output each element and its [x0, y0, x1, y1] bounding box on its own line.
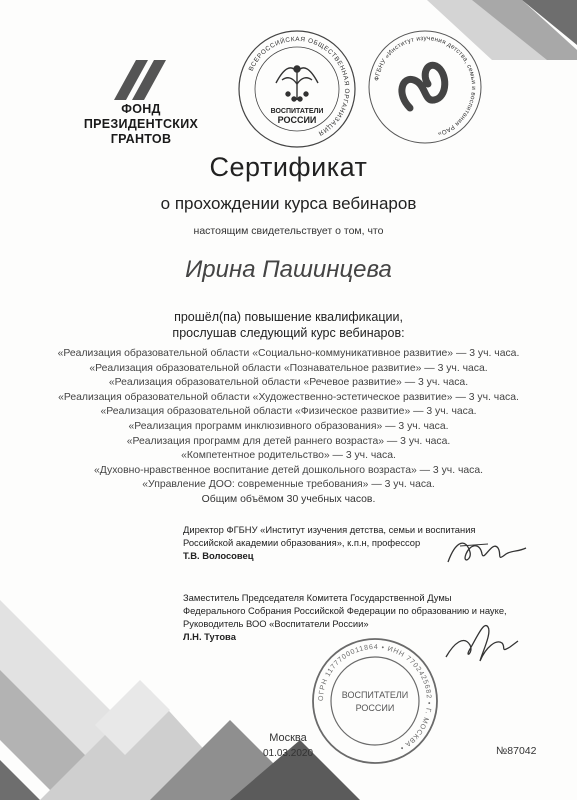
institute-seal [366, 28, 484, 146]
bird-emblem-icon [276, 66, 318, 101]
stamp-label-1: ВОСПИТАТЕЛИ [341, 690, 409, 700]
official-stamp [310, 636, 440, 766]
signature-deputy [440, 613, 520, 668]
fund-name-line-3: ГРАНТОВ [110, 132, 172, 146]
signatory-name: Л.Н. Тутова [183, 631, 236, 642]
signatory-title-line: Федерального Собрания Российской Федерации по образованию и науке, [183, 605, 507, 616]
course-item: «Духовно-нравственное воспитание детей дошкольного возраста» — 3 уч. часа. [93, 464, 484, 476]
signatory-title-line: Директор ФГБНУ «Институт изучения детства, семьи и воспитания [183, 524, 476, 535]
fund-name-line-2: ПРЕЗИДЕНТСКИХ [83, 117, 199, 131]
course-list [30, 347, 547, 508]
stamp-ring-text: ОГРН 1177700011864 • ИНН 7702425682 • Г. МОСКВА • [317, 643, 433, 752]
seal-vos-label-2: РОССИИ [277, 115, 317, 125]
certificate-title: Сертификат [209, 152, 368, 182]
fund-arrows-icon [106, 60, 176, 100]
course-item: «Реализация программ для детей раннего возраста» — 3 уч. часа. [126, 435, 451, 447]
fund-name-line-1: ФОНД [121, 102, 161, 116]
course-item: «Управление ДОО: современные требования» — 3 уч. часа. [142, 479, 435, 491]
seal-vos-label-1: ВОСПИТАТЕЛИ [270, 108, 324, 115]
course-item: «Реализация образовательной области «Познавательное развитие» — 3 уч. часа. [89, 362, 488, 374]
seal-inst-ring-text: ФГБНУ «Институт изучения детства, семьи и воспитания РАО» [373, 34, 478, 138]
signatory-title-line: Российской академии образования», к.п.н, профессор [183, 537, 421, 548]
signatory-title-line: Заместитель Председателя Комитета Государственной Думы [183, 592, 452, 603]
course-item: «Реализация образовательной области «Социально-коммуникативное развитие» — 3 уч. часа. [57, 348, 520, 359]
course-item: «Реализация образовательной области «Художественно-эстетическое развитие» — 3 уч. часа. [58, 391, 519, 403]
recipient-name: Ирина Пашинцева [185, 256, 392, 283]
vospitateli-rossii-seal [236, 28, 358, 150]
course-item: «Реализация образовательной области «Речевое развитие» — 3 уч. часа. [108, 377, 469, 389]
certificate-note: настоящим свидетельствует о том, что [193, 225, 384, 237]
course-item: «Компетентное родительство» — 3 уч. часа. [181, 450, 396, 462]
qualification-line-1: прошёл(па) повышение квалификации, [174, 310, 403, 324]
seal-vos-ring-text: ВСЕРОССИЙСКАЯ ОБЩЕСТВЕННАЯ ОРГАНИЗАЦИЯ [247, 35, 351, 137]
stamp-label-2: РОССИИ [355, 703, 395, 713]
fund-logo [66, 60, 216, 147]
signatory-name: Т.В. Волосовец [183, 550, 254, 561]
infinity-emblem-icon [402, 65, 445, 108]
course-item: «Реализация программ инклюзивного образования» — 3 уч. часа. [128, 420, 449, 432]
signature-director [440, 528, 530, 573]
certificate-number: №87042 [496, 745, 537, 757]
course-item: «Реализация образовательной области «Физическое развитие» — 3 уч. часа. [100, 406, 477, 418]
signatory-title-line: Руководитель ВОО «Воспитатели России» [183, 618, 369, 629]
issue-date: 01.03.2020 [262, 748, 314, 759]
qualification-line-2: прослушав следующий курс вебинаров: [172, 326, 405, 340]
issue-city: Москва [269, 732, 307, 744]
total-hours: Общим объёмом 30 учебных часов. [201, 493, 376, 505]
certificate-subtitle: о прохождении курса вебинаров [160, 194, 417, 213]
